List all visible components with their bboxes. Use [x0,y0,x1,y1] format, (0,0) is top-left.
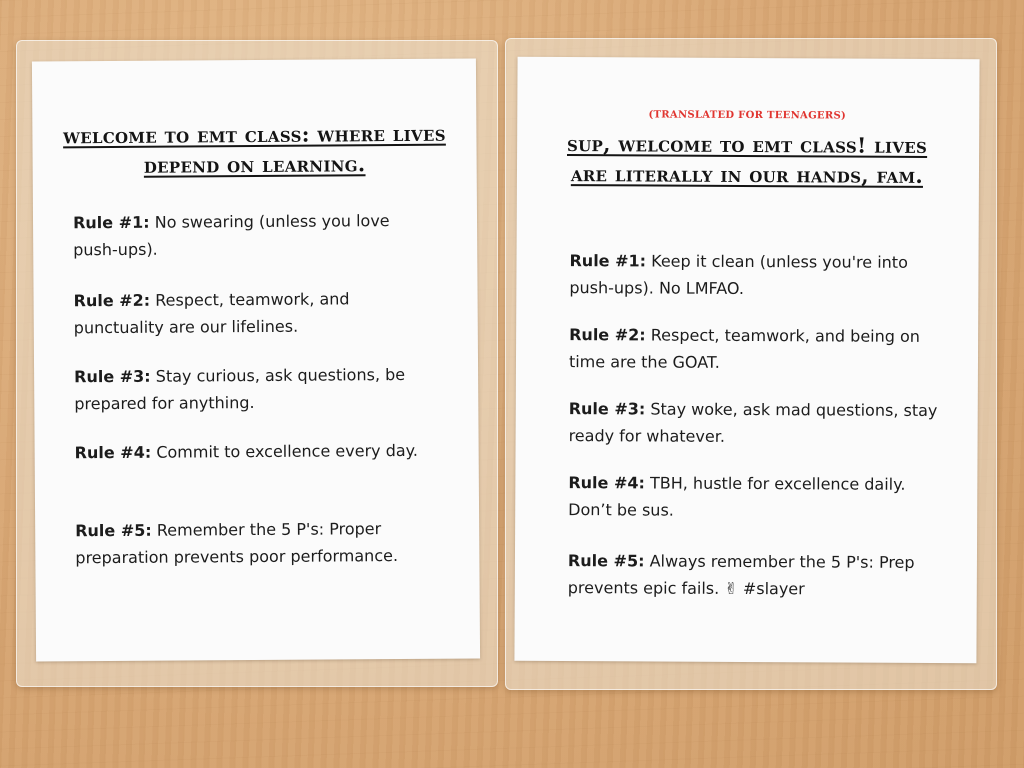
rule-label: Rule #5: [75,520,152,541]
rule-hashtag: #slayer [742,578,805,599]
rule-item [75,437,435,467]
rule-item [74,361,434,418]
sheet-title: welcome to emt class: where lives depend on learning. [62,120,446,178]
sheet-subtitle: (TRANSLATED FOR TEENAGERS) [648,109,847,122]
rule-item [569,395,939,451]
rule-item [569,247,939,303]
sheet-title: sup, welcome to emt class! lives are literally in our hands, fam. [567,131,928,188]
rule-label: Rule #1: [569,251,647,271]
rule-text: Always remember the 5 P's: Prep prevents epic fails. [567,551,915,598]
victory-hand-icon: ✌ [724,578,738,598]
rule-label: Rule #4: [568,473,645,493]
rule-text: Keep it clean (unless you're into push-ups). No LMFAO. [569,251,908,298]
rule-item [73,285,433,342]
rule-label: Rule #3: [568,399,646,419]
rule-item [568,469,938,525]
rule-text: Commit to excellence every day. [156,440,418,462]
rule-label: Rule #3: [74,366,151,387]
rule-label: Rule #5: [567,551,645,571]
rule-text: Remember the 5 P's: Proper preparation prevents poor performance. [75,519,399,568]
rule-label: Rule #4: [74,442,152,463]
rules-sheet-left [32,58,480,661]
rule-item [568,547,938,603]
rule-label: Rule #1: [72,212,150,233]
rule-label: Rule #2: [73,290,151,311]
rules-sheet-right [514,57,979,663]
rule-text: Respect, teamwork, and being on time are the GOAT. [568,325,921,372]
rule-text: No swearing (unless you love push-ups). [73,211,390,260]
rule-text: TBH, hustle for excellence daily. Don’t be sus. [568,473,906,520]
rule-item [73,207,433,264]
rule-text: Respect, teamwork, and punctuality are our lifelines. [73,289,350,338]
rule-item [569,321,939,377]
rule-item [75,515,455,572]
rule-label: Rule #2: [569,325,646,345]
rule-text: Stay woke, ask mad questions, stay ready for whatever. [568,399,938,446]
rule-text: Stay curious, ask questions, be prepared for anything. [74,364,406,414]
